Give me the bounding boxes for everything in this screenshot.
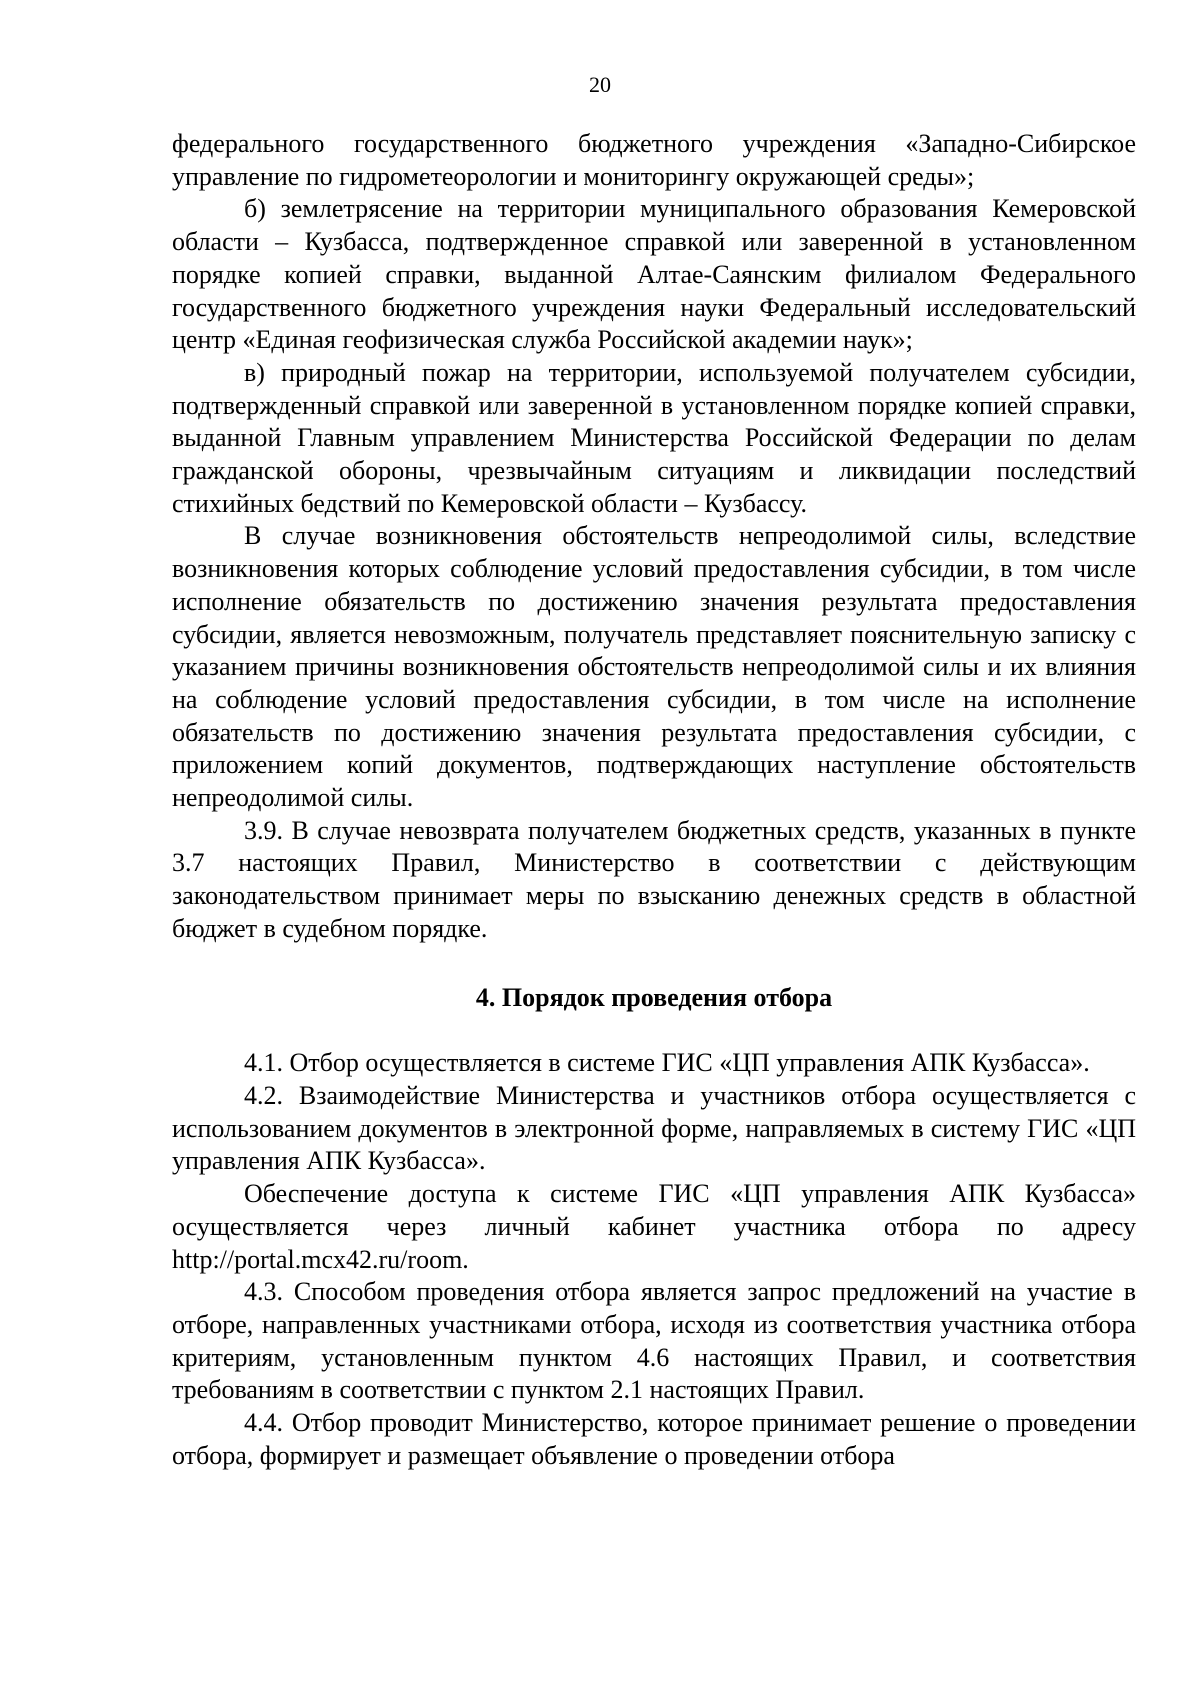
paragraph-continuation: федерального государственного бюджетного учреждения «Западно-Сибирское управление по гидрометеорологии и мониторингу окружающей среды»;: [172, 129, 1136, 191]
section-heading: 4. Порядок проведения отбора: [475, 982, 833, 1012]
paragraph-4-3: 4.3. Способом проведения отбора является запрос предложений на участие в отборе, направленных участниками отбора, исходя из соответствия участника отбора критериям, установленным пунктом 4.6 настоящих Правил, и соответствия требованиям в соответствии с пунктом 2.1 настоящих Правил.: [172, 1277, 1136, 1405]
paragraph-4-2: 4.2. Взаимодействие Министерства и участников отбора осуществляется с использованием документов в электронной форме, направляемых в систему ГИС «ЦП управления АПК Кузбасса».: [172, 1080, 1136, 1176]
page-number: 20: [589, 72, 611, 97]
paragraph-3-9: 3.9. В случае невозврата получателем бюджетных средств, указанных в пункте 3.7 настоящих Правил, Министерство в соответствии с действующим законодательством принимает меры по взысканию денежных средств в областной бюджет в судебном порядке.: [172, 815, 1136, 943]
paragraph-force-majeure: В случае возникновения обстоятельств непреодолимой силы, вследствие возникновения которых соблюдение условий предоставления субсидии, в том числе исполнение обязательств по достижению значения результата предоставления субсидии, является невозможным, получатель представляет пояснительную записку с указанием причины возникновения обстоятельств непреодолимой силы и их влияния на соблюдение условий предоставления субсидии, в том числе на исполнение обязательств по достижению значения результата предоставления субсидии, с приложением копий документов, подтверждающих наступление обстоятельств непреодолимой силы.: [172, 521, 1136, 813]
paragraph-access: Обеспечение доступа к системе ГИС «ЦП управления АПК Кузбасса» осуществляется через личный кабинет участника отбора по адресу http://portal.mcx42.ru/room.: [172, 1179, 1136, 1274]
paragraph-item-b: б) землетрясение на территории муниципального образования Кемеровской области – Кузбасса, подтвержденное справкой или заверенной в установленном порядке копией справки, выданной Алтае-Саянским филиалом Федерального государственного бюджетного учреждения науки Федеральный исследовательский центр «Единая геофизическая служба Российской академии наук»;: [172, 194, 1136, 355]
paragraph-4-4: 4.4. Отбор проводит Министерство, которое принимает решение о проведении отбора, формирует и размещает объявление о проведении отбора: [172, 1408, 1136, 1470]
paragraph-4-1: 4.1. Отбор осуществляется в системе ГИС «ЦП управления АПК Кузбасса».: [244, 1048, 1090, 1078]
document-body: [172, 128, 1136, 1472]
paragraph-item-v: в) природный пожар на территории, используемой получателем субсидии, подтвержденный справкой или заверенной в установленном порядке копией справки, выданной Главным управлением Министерства Российской Федерации по делам гражданской обороны, чрезвычайным ситуациям и ликвидации последствий стихийных бедствий по Кемеровской области – Кузбассу.: [172, 357, 1136, 518]
